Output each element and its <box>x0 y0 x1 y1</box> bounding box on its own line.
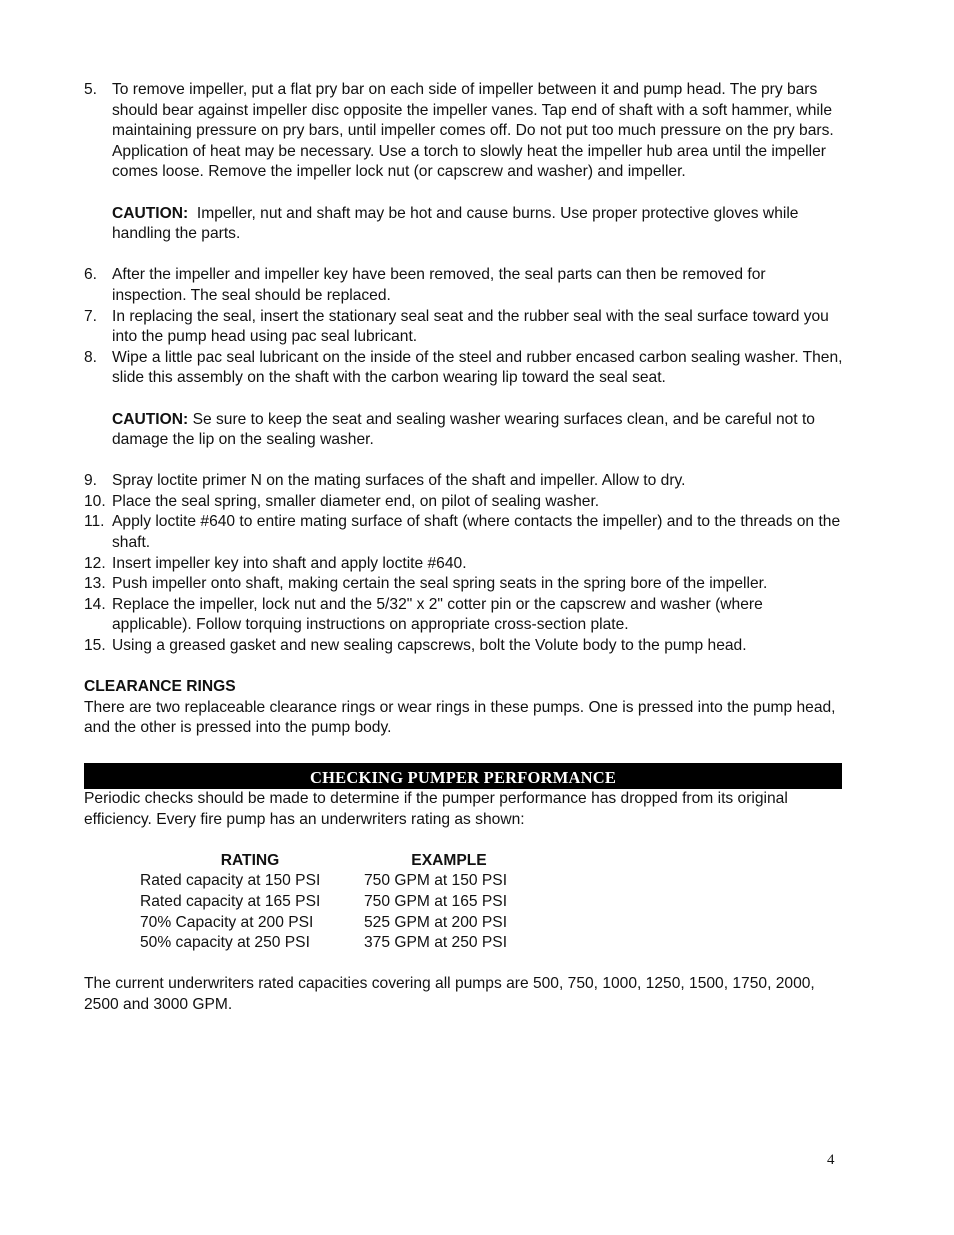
list-number: 14. <box>84 595 106 613</box>
list-item <box>84 492 844 513</box>
list-item <box>84 554 844 575</box>
table-cell: Rated capacity at 165 PSI <box>140 892 321 910</box>
list-item <box>84 636 844 657</box>
list-number: 9. <box>84 472 98 490</box>
table-row <box>136 913 534 934</box>
performance-intro: Periodic checks should be made to determine if the pumper performance has dropped from its original efficiency. Every fire pump has an underwriters rating as shown: <box>84 790 788 828</box>
caution-label: CAUTION: <box>112 204 189 222</box>
list-item <box>84 595 844 636</box>
performance-closing: The current underwriters rated capacities covering all pumps are 500, 750, 1000, 1250, 1500, 1750, 2000, 2500 and 3000 GPM. <box>84 975 815 1013</box>
table-row <box>136 871 534 892</box>
table-header-row <box>136 851 534 872</box>
table-header-example: EXAMPLE <box>411 851 487 869</box>
clearance-heading: CLEARANCE RINGS <box>84 678 236 696</box>
caution-text: Se sure to keep the seat and sealing washer wearing surfaces clean, and be careful not to damage the lip on the sealing washer. <box>112 410 815 449</box>
list-item <box>84 512 844 553</box>
table-cell: 525 GPM at 200 PSI <box>364 913 508 931</box>
table-cell: 50% capacity at 250 PSI <box>140 934 310 952</box>
list-item <box>84 348 844 389</box>
list-text: Wipe a little pac seal lubricant on the inside of the steel and rubber encased carbon sealing washer. Then, slide this assembly on the shaft with the carbon wearing lip toward the seal seat. <box>112 348 843 387</box>
list-item <box>84 307 844 348</box>
table-row <box>136 933 534 954</box>
list-number: 11. <box>84 513 105 531</box>
caution-text: Impeller, nut and shaft may be hot and cause burns. Use proper protective gloves while handling the parts. <box>112 204 799 243</box>
table-cell: Rated capacity at 150 PSI <box>140 872 321 890</box>
table-cell: 375 GPM at 250 PSI <box>364 934 508 952</box>
section-banner: CHECKING PUMPER PERFORMANCE <box>84 763 842 789</box>
caution-label: CAUTION: <box>112 410 189 428</box>
page-number: 4 <box>827 1152 835 1168</box>
list-item <box>84 574 844 595</box>
list-number: 15. <box>84 637 106 655</box>
list-text: After the impeller and impeller key have been removed, the seal parts can then be removed for inspection. The seal should be replaced. <box>112 266 766 304</box>
list-text: In replacing the seal, insert the stationary seal seat and the rubber seal with the seal surface toward you into the pump head using pac seal lubricant. <box>112 307 829 346</box>
list-item <box>84 80 844 183</box>
list-text: Push impeller onto shaft, making certain the seal spring seats in the spring bore of the impeller. <box>112 575 768 593</box>
list-text: Replace the impeller, lock nut and the 5/32" x 2" cotter pin or the capscrew and washer (where applicable). Follow torquing instructions on appropriate cross-section plate. <box>112 595 763 634</box>
list-number: 12. <box>84 554 106 572</box>
list-text: Insert impeller key into shaft and apply loctite #640. <box>112 554 467 572</box>
list-item <box>84 471 844 492</box>
list-number: 6. <box>84 266 98 284</box>
table-cell: 70% Capacity at 200 PSI <box>140 913 314 931</box>
table-header-rating: RATING <box>220 851 280 869</box>
list-text: Place the seal spring, smaller diameter end, on pilot of sealing washer. <box>112 492 600 510</box>
caution-note <box>112 410 844 451</box>
list-number: 5. <box>84 81 98 98</box>
list-number: 7. <box>84 307 98 325</box>
list-text: Spray loctite primer N on the mating surfaces of the shaft and impeller. Allow to dry. <box>112 472 686 490</box>
clearance-text: There are two replaceable clearance rings or wear rings in these pumps. One is pressed into the pump head, and the other is pressed into the pump body. <box>84 698 836 737</box>
list-item <box>84 265 844 306</box>
list-text: Apply loctite #640 to entire mating surface of shaft (where contacts the impeller) and to the threads on the shaft. <box>112 513 841 552</box>
table-row <box>136 892 534 913</box>
list-number: 13. <box>84 575 106 593</box>
rating-table <box>136 851 534 954</box>
page-content <box>84 80 844 1016</box>
table-cell: 750 GPM at 150 PSI <box>364 872 508 890</box>
caution-note <box>112 204 844 245</box>
list-number: 10. <box>84 492 106 510</box>
list-number: 8. <box>84 348 98 366</box>
list-text: To remove impeller, put a flat pry bar on each side of impeller between it and pump head. The pry bars should bear against impeller disc opposite the impeller vanes. Tap end of shaft with a soft hammer, while maintaining pressure on pry bars, until impeller comes off. Do not put too much pressure on the pry bars. Application of heat may be necessary. Use a torch to slowly heat the impeller hub area until the impeller comes loose. Remove the impeller lock nut (or capscrew and washer) and impeller. <box>112 81 834 181</box>
list-text: Using a greased gasket and new sealing capscrews, bolt the Volute body to the pump head. <box>112 637 747 655</box>
table-cell: 750 GPM at 165 PSI <box>364 892 508 910</box>
